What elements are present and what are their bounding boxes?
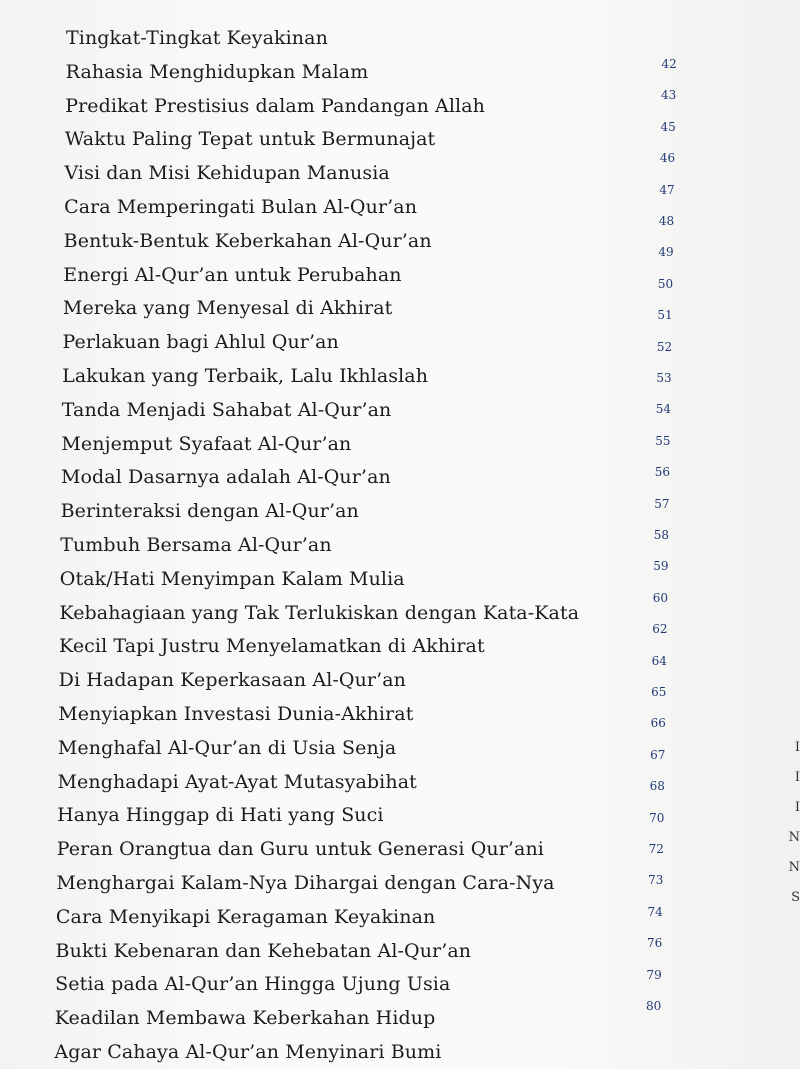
toc-entry-title: Perlakuan bagi Ahlul Qur’an — [62, 331, 339, 354]
toc-entry-page-number: 43 — [660, 88, 677, 103]
toc-entry-title: Tumbuh Bersama Al-Qur’an — [60, 534, 332, 556]
toc-entry-page-number: 73 — [648, 873, 664, 888]
toc-entry-page-number: 55 — [655, 433, 671, 448]
toc-entry-page-number: 49 — [658, 245, 674, 260]
toc-entry-title: Lakukan yang Terbaik, Lalu Ikhlaslah — [62, 365, 429, 387]
edge-letter: N — [788, 830, 800, 845]
toc-entry-page-number: 56 — [654, 465, 671, 480]
toc-entry-page-number: 47 — [659, 182, 675, 197]
edge-letter: I — [794, 800, 800, 815]
toc-entry-title: Menjemput Syafaat Al-Qur’an — [61, 432, 352, 455]
toc-entry-title: Peran Orangtua dan Guru untuk Generasi Qur’ani — [56, 838, 544, 861]
toc-entry-page-number: 67 — [650, 747, 666, 762]
toc-entry-page-number: 66 — [650, 716, 666, 731]
toc-entry-page-number: 59 — [653, 559, 669, 574]
toc-entry-title: Predikat Prestisius dalam Pandangan Allah — [65, 94, 485, 117]
toc-entry-title: Otak/Hati Menyimpan Kalam Mulia — [59, 567, 405, 590]
toc-entry-page-number: 60 — [652, 590, 668, 605]
toc-entry-page-number: 51 — [657, 308, 673, 323]
toc-entry-page-number: 72 — [648, 842, 664, 856]
toc-entry-page-number: 50 — [657, 276, 674, 291]
toc-entry-page-number: 65 — [651, 685, 667, 699]
toc-entry-title: Agar Cahaya Al-Qur’an Menyinari Bumi — [54, 1041, 442, 1063]
toc-entry-page-number: 62 — [652, 622, 668, 637]
toc-entry-page-number: 46 — [659, 151, 676, 166]
toc-entry-title: Hanya Hinggap di Hati yang Suci — [57, 804, 384, 827]
toc-entry-title: Berinteraksi dengan Al-Qur’an — [60, 500, 359, 523]
toc-entry-page-number: 48 — [658, 214, 675, 228]
toc-entry-page-number: 52 — [656, 339, 673, 354]
toc-entry-title: Keadilan Membawa Keberkahan Hidup — [54, 1007, 436, 1030]
edge-letter: I — [794, 770, 800, 785]
edge-letter: S — [791, 890, 800, 905]
toc-entry-page-number: 64 — [651, 653, 667, 668]
toc-entry-title: Cara Menyikapi Keragaman Keyakinan — [55, 905, 436, 928]
toc-entry-title: Di Hadapan Keperkasaan Al-Qur’an — [58, 669, 407, 692]
toc-entry-title: Kecil Tapi Justru Menyelamatkan di Akhirat — [59, 635, 485, 658]
adjacent-page-edge — [786, 740, 800, 1040]
toc-entry-page-number: 42 — [661, 57, 677, 71]
toc-entry-page-number: 57 — [654, 496, 670, 511]
edge-letter: I — [794, 740, 800, 755]
toc-entry-title: Menghargai Kalam-Nya Dihargai dengan Cara-Nya — [56, 872, 555, 894]
toc-entry-title: Menghafal Al-Qur’an di Usia Senja — [57, 736, 397, 759]
edge-letter: N — [788, 860, 800, 875]
toc-entry-page-number: 54 — [655, 402, 672, 417]
toc-entry-page-number: 80 — [646, 999, 662, 1013]
toc-entry-title: Tingkat-Tingkat Keyakinan — [66, 27, 328, 49]
toc-entry-title: Menghadapi Ayat-Ayat Mutasyabihat — [57, 770, 417, 793]
toc-entry-page-number: 68 — [649, 779, 665, 794]
toc-entry-title: Energi Al-Qur’an untuk Perubahan — [63, 263, 402, 286]
toc-entry-title: Rahasia Menghidupkan Malam — [65, 60, 369, 83]
toc-entry-page-number: 74 — [647, 904, 663, 919]
toc-entry-title: Modal Dasarnya adalah Al-Qur’an — [60, 466, 391, 489]
toc-entry-title: Setia pada Al-Qur’an Hingga Ujung Usia — [55, 973, 451, 996]
toc-entry-title: Tanda Menjadi Sahabat Al-Qur’an — [61, 398, 392, 421]
toc-entry-page-number: 45 — [660, 119, 676, 134]
toc-entry-page-number: 76 — [647, 936, 663, 951]
toc-entry-page-number: 70 — [649, 810, 665, 825]
toc-entry-title: Cara Memperingati Bulan Al-Qur’an — [64, 196, 418, 218]
toc-entry-page-number: 53 — [656, 371, 672, 385]
toc-entry-title: Visi dan Misi Kehidupan Manusia — [64, 162, 390, 185]
toc-entry-title: Kebahagiaan yang Tak Terlukiskan dengan Kata-Kata — [59, 601, 580, 624]
toc-entry-title: Bentuk-Bentuk Keberkahan Al-Qur’an — [63, 229, 432, 252]
toc-entry-title: Menyiapkan Investasi Dunia-Akhirat — [58, 703, 414, 725]
toc-entry-page-number: 58 — [653, 528, 670, 542]
toc-entry-title: Mereka yang Menyesal di Akhirat — [62, 297, 393, 320]
toc-entry-title: Bukti Kebenaran dan Kehebatan Al-Qur’an — [55, 939, 472, 962]
toc-entry-page-number: 79 — [646, 967, 662, 982]
toc-entry-title: Waktu Paling Tepat untuk Bermunajat — [64, 128, 436, 151]
